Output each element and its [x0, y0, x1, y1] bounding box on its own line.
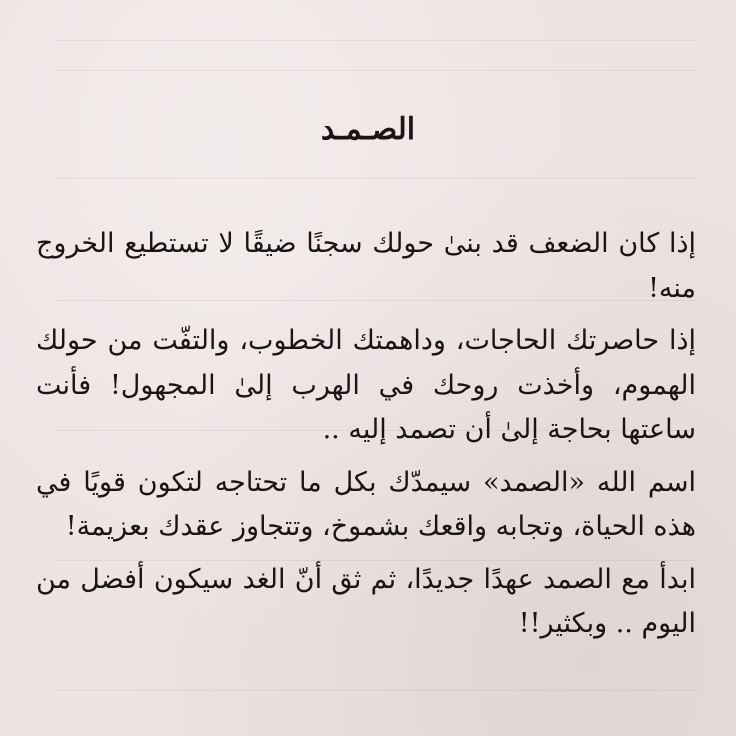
show-through-line: [56, 178, 696, 179]
show-through-line: [56, 690, 696, 691]
show-through-line: [56, 70, 696, 71]
paragraph: إذا حاصرتك الحاجات، وداهمتك الخطوب، والتفّت من حولك الهموم، وأخذت روحك في الهرب إلىٰ المجهول! فأنت ساعتها بحاجة إلىٰ أن تصمد إليه ..: [36, 325, 696, 446]
show-through-line: [56, 40, 696, 41]
paragraph: ابدأ مع الصمد عهدًا جديدًا، ثم ثق أنّ الغد سيكون أفضل من اليوم .. وبكثير!!: [36, 563, 696, 640]
page-title: الصـمـد: [320, 112, 416, 147]
body-text: [36, 222, 696, 655]
paragraph: إذا كان الضعف قد بنىٰ حولك سجنًا ضيقًا لا تستطيع الخروج منه!: [36, 228, 696, 304]
paragraph: اسم الله «الصمد» سيمدّك بكل ما تحتاجه لتكون قويًا في هذه الحياة، وتجابه واقعك بشموخ، وتتجاوز عقدك بعزيمة!: [36, 466, 696, 543]
